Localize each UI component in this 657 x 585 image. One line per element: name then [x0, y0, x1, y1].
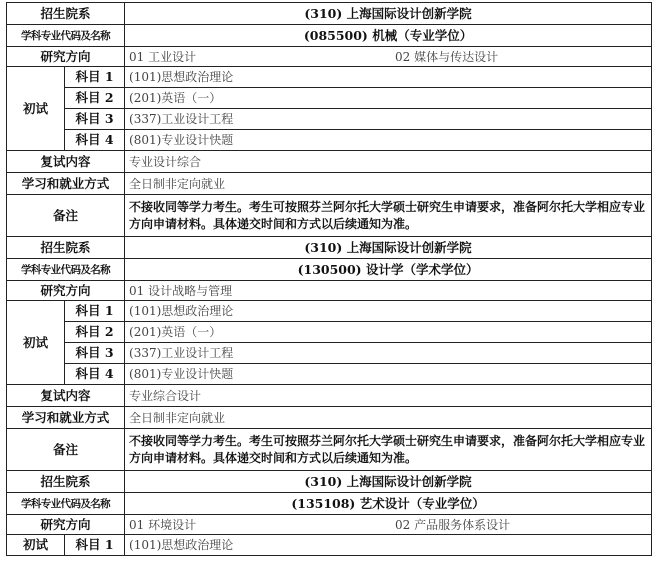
retest-label: 复试内容: [7, 151, 125, 173]
study-mode-row: [7, 173, 652, 195]
subject-label: 科目 1: [65, 535, 125, 556]
subject-value: (101)思想政治理论: [125, 301, 652, 322]
initial-label: 初试: [7, 67, 65, 151]
subject-row: [7, 343, 652, 364]
study-mode-value: 全日制非定向就业: [125, 173, 652, 195]
subject-value: (801)专业设计快题: [125, 364, 652, 385]
major-label: 学科专业代码及名称: [7, 25, 125, 47]
retest-label: 复试内容: [7, 385, 125, 407]
retest-row: [7, 151, 652, 173]
school-row: [7, 471, 652, 493]
remark-label: 备注: [7, 429, 125, 471]
retest-value: 专业设计综合: [125, 151, 652, 173]
subject-value: (337)工业设计工程: [125, 343, 652, 364]
subject-row: [7, 322, 652, 343]
direction-row: [7, 47, 652, 67]
direction-label: 研究方向: [7, 515, 125, 535]
subject-label: 科目 3: [65, 109, 125, 130]
remark-value: 不接收同等学力考生。考生可按照芬兰阿尔托大学硕士研究生申请要求，准备阿尔托大学相应专业方向申请材料。具体递交时间和方式以后续通知为准。: [125, 195, 652, 237]
direction-label: 研究方向: [7, 281, 125, 301]
subject-label: 科目 1: [65, 301, 125, 322]
direction-value: [125, 515, 652, 535]
major-value: (135108) 艺术设计（专业学位）: [125, 493, 652, 515]
remark-value: 不接收同等学力考生。考生可按照芬兰阿尔托大学硕士研究生申请要求，准备阿尔托大学相应专业方向申请材料。具体递交时间和方式以后续通知为准。: [125, 429, 652, 471]
remark-row: [7, 195, 652, 237]
subject-value: (101)思想政治理论: [125, 535, 652, 556]
subject-label: 科目 3: [65, 343, 125, 364]
remark-label: 备注: [7, 195, 125, 237]
school-value: (310) 上海国际设计创新学院: [125, 237, 652, 259]
subject-label: 科目 1: [65, 67, 125, 88]
school-label: 招生院系: [7, 237, 125, 259]
subject-label: 科目 2: [65, 88, 125, 109]
major-value: (130500) 设计学（学术学位）: [125, 259, 652, 281]
major-label: 学科专业代码及名称: [7, 259, 125, 281]
direction-value: 01 设计战略与管理: [125, 281, 652, 301]
major-value: (085500) 机械（专业学位）: [125, 25, 652, 47]
subject-row: [7, 88, 652, 109]
school-label: 招生院系: [7, 471, 125, 493]
direction-label: 研究方向: [7, 47, 125, 67]
subject-value: (337)工业设计工程: [125, 109, 652, 130]
direction-item: 02 媒体与传达设计: [395, 49, 499, 64]
study-mode-label: 学习和就业方式: [7, 407, 125, 429]
admissions-table: [6, 2, 652, 556]
study-mode-value: 全日制非定向就业: [125, 407, 652, 429]
major-row: [7, 493, 652, 515]
study-mode-row: [7, 407, 652, 429]
initial-label: 初试: [7, 535, 65, 556]
subject-value: (201)英语（一）: [125, 322, 652, 343]
retest-value: 专业综合设计: [125, 385, 652, 407]
subject-label: 科目 4: [65, 130, 125, 151]
major-row: [7, 259, 652, 281]
subject-row: [7, 535, 652, 556]
subject-row: [7, 364, 652, 385]
school-value: (310) 上海国际设计创新学院: [125, 3, 652, 25]
direction-row: [7, 515, 652, 535]
subject-row: [7, 109, 652, 130]
direction-item: 01 工业设计: [129, 49, 197, 64]
school-row: [7, 237, 652, 259]
major-row: [7, 25, 652, 47]
subject-label: 科目 2: [65, 322, 125, 343]
direction-item: 01 环境设计: [129, 517, 197, 532]
direction-row: [7, 281, 652, 301]
subject-row: [7, 301, 652, 322]
retest-row: [7, 385, 652, 407]
direction-value: [125, 47, 652, 67]
direction-item: 02 产品服务体系设计: [395, 517, 511, 532]
subject-label: 科目 4: [65, 364, 125, 385]
subject-row: [7, 67, 652, 88]
subject-row: [7, 130, 652, 151]
subject-value: (101)思想政治理论: [125, 67, 652, 88]
school-row: [7, 3, 652, 25]
school-label: 招生院系: [7, 3, 125, 25]
subject-value: (201)英语（一）: [125, 88, 652, 109]
remark-row: [7, 429, 652, 471]
school-value: (310) 上海国际设计创新学院: [125, 471, 652, 493]
initial-label: 初试: [7, 301, 65, 385]
major-label: 学科专业代码及名称: [7, 493, 125, 515]
subject-value: (801)专业设计快题: [125, 130, 652, 151]
study-mode-label: 学习和就业方式: [7, 173, 125, 195]
